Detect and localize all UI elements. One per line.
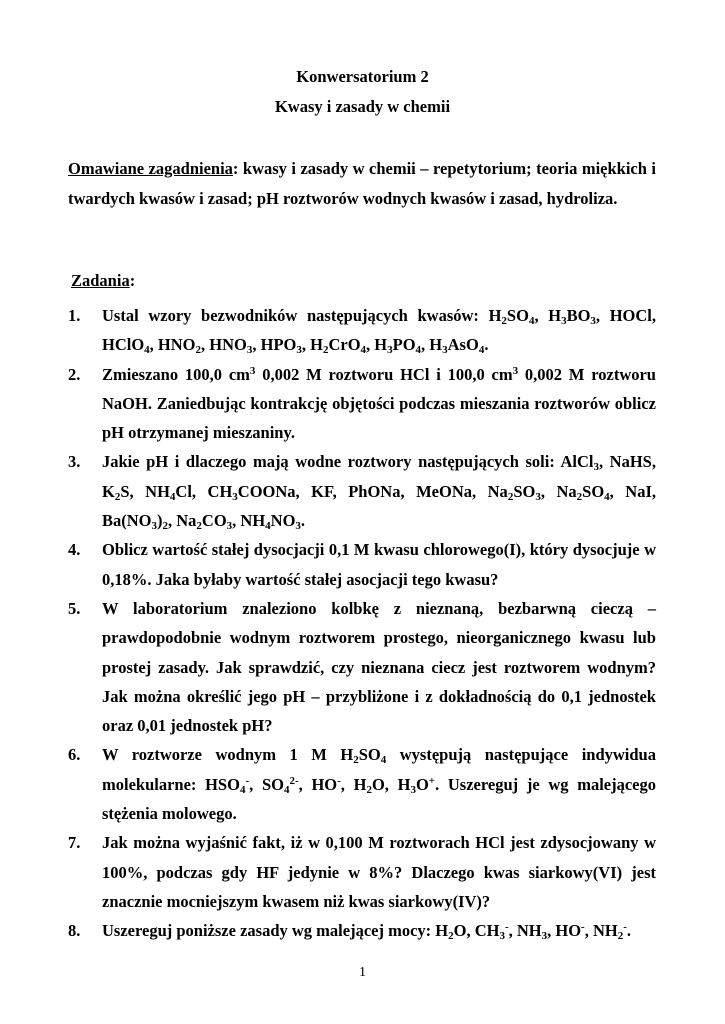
subscript: 3 [226, 520, 233, 533]
subscript: 2 [576, 490, 583, 503]
task-text: SO [513, 481, 536, 501]
task-list [68, 301, 656, 946]
task-text: Jakie pH i dlaczego mają wodne roztwory następujących soli: AlCl [102, 452, 594, 472]
task-text: NO [270, 511, 296, 531]
task-text: . [300, 511, 306, 531]
task-text: , H [340, 774, 367, 794]
superscript: - [245, 774, 250, 787]
subscript: 4 [169, 490, 176, 503]
task-text: COONa, KF, PhONa, MeONa, Na [237, 481, 508, 501]
task-text: Uszereguj poniższe zasady wg malejącej mocy: H [102, 921, 449, 941]
task-text: 0,002 M roztworu HCl i 100,0 cm [255, 364, 513, 384]
subscript: 2 [617, 930, 624, 943]
subscript: 4 [144, 344, 150, 357]
task-text: , H [301, 335, 323, 355]
subscript: 4 [360, 344, 367, 357]
task-text: , H [534, 306, 562, 325]
superscript: 3 [249, 364, 256, 377]
superscript: - [337, 774, 341, 787]
superscript: 3 [512, 364, 519, 377]
task-text: , HNO [201, 335, 247, 355]
topics-paragraph [68, 154, 656, 213]
topics-text: : kwasy i zasady w chemii – repetytorium; teoria miękkich i twardych kwasów i zasad; pH roztworów wodnych kwasów i zasad, hydroliza. [68, 159, 656, 208]
task-text: , H [366, 335, 388, 355]
subscript: 4 [478, 344, 485, 357]
task-text: , HO [547, 921, 582, 941]
task-text: , H [421, 335, 443, 355]
subscript: 3 [246, 344, 253, 357]
task-item [68, 828, 656, 916]
task-text: O, CH [453, 921, 500, 941]
subscript: 2 [501, 315, 507, 327]
task-text: O [415, 774, 429, 794]
subscript: 3 [232, 490, 238, 503]
superscript: - [504, 921, 509, 934]
task-text: Cl, CH [175, 481, 233, 501]
task-text: występują następujące indywidua molekularne: HSO [102, 745, 656, 794]
subscript: 3 [499, 930, 505, 943]
task-text: , Na [168, 511, 197, 531]
task-text: BO [566, 306, 591, 325]
subscript: 4 [239, 783, 246, 796]
task-item [68, 360, 656, 448]
subscript: 4 [380, 754, 387, 767]
task-number: 3. [68, 452, 81, 472]
task-text: , SO [249, 774, 284, 794]
task-text: , Na [540, 481, 577, 501]
task-number: 4. [68, 540, 81, 560]
task-text: AsO [447, 335, 479, 355]
task-number: 2. [68, 364, 81, 384]
task-text: . [484, 335, 489, 355]
task-text: ) [157, 511, 163, 531]
task-item [68, 740, 656, 828]
task-number: 5. [68, 598, 81, 618]
superscript: - [581, 921, 585, 934]
superscript: - [623, 921, 627, 934]
page-number: 1 [359, 965, 366, 980]
task-text: . Uszereguj je wg malejącego stężenia molowego. [102, 774, 656, 824]
task-number: 6. [68, 745, 81, 765]
subscript: 3 [593, 461, 599, 474]
task-text: O, H [371, 774, 411, 794]
subscript: 4 [604, 490, 610, 503]
subscript: 2 [162, 520, 168, 533]
task-text: SO [358, 745, 381, 765]
task-text: , HO [298, 774, 338, 794]
task-item [68, 447, 656, 535]
subscript: 2 [195, 344, 202, 357]
superscript: 2- [289, 774, 299, 787]
task-text: , NaI, Ba(NO [102, 481, 657, 531]
superscript: + [428, 774, 436, 787]
tasks-heading [71, 271, 135, 291]
task-number: 7. [68, 833, 81, 853]
task-item [68, 594, 656, 740]
tasks-label: Zadania [71, 271, 130, 290]
subscript: 3 [561, 315, 567, 327]
document-title: Konwersatorium 2 [296, 67, 429, 86]
task-text: Oblicz wartość stałej dysocjacji 0,1 M kwasu chlorowego(I), który dysocjuje w 0,18%. Jaka byłaby wartość stałej asocjacji tego kwasu? [102, 540, 656, 589]
task-text: , HPO [252, 335, 297, 355]
task-text: Jak można wyjaśnić fakt, iż w 0,100 M roztworach HCl jest zdysocjowany w 100%, podczas gdy HF jedynie w 8%? Dlaczego kwas siarkowy(VI) jest znacznie mocniejszym kwasem niż kwas siarkowy(IV)? [102, 833, 656, 911]
subscript: 3 [590, 315, 596, 327]
task-text: 0,002 M roztworu NaOH. Zaniedbując kontrakcję objętości podczas mieszania roztworów oblicz pH otrzymanej mieszaniny. [102, 364, 656, 443]
subscript: 4 [283, 783, 290, 796]
task-text: , HNO [149, 335, 196, 355]
task-text: PO [392, 335, 416, 355]
subscript: 3 [541, 930, 548, 943]
task-text: Ustal wzory bezwodników następujących kwasów: H [102, 306, 502, 325]
tasks-colon: : [129, 271, 136, 290]
task-text: , NaHS, K [102, 452, 656, 501]
subscript: 4 [528, 315, 535, 327]
subscript: 4 [265, 520, 271, 533]
task-text: , HOCl, HClO [102, 306, 656, 355]
subscript: 3 [296, 344, 302, 357]
task-text: CO [201, 511, 227, 531]
task-text: SO [582, 481, 605, 501]
document-subtitle: Kwasy i zasady w chemii [274, 97, 451, 116]
subscript: 2 [353, 754, 359, 767]
task-item [68, 535, 656, 594]
topics-label: Omawiane zagadnienia [68, 159, 233, 178]
subscript: 3 [410, 783, 416, 796]
subscript: 3 [387, 344, 393, 357]
subscript: 3 [442, 344, 448, 357]
task-text: CrO [328, 335, 361, 355]
subscript: 3 [535, 490, 541, 503]
task-number: 8. [68, 921, 81, 941]
task-text: W laboratorium znaleziono kolbkę z nieznaną, bezbarwną cieczą – prawdopodobnie wodnym roztworem prostego, nieorganicznego kwasu lub prostej zasady. Jak sprawdzić, czy nieznana ciecz jest roztworem wodnym? Jak można określić jego pH – przybliżone i z dokładnością do 0,1 jednostek oraz 0,01 jednostek pH? [102, 598, 656, 736]
subscript: 3 [295, 520, 301, 533]
task-text: . [626, 921, 632, 941]
task-item [68, 916, 656, 945]
subscript: 4 [415, 344, 422, 357]
subscript: 2 [114, 490, 121, 503]
subscript: 2 [322, 344, 329, 357]
task-item [68, 301, 656, 360]
task-text: W roztworze wodnym 1 M H [102, 745, 354, 765]
subscript: 2 [448, 930, 454, 943]
task-text: S, NH [120, 481, 170, 501]
task-text: SO [506, 306, 529, 325]
task-number: 1. [68, 306, 81, 325]
subscript: 2 [196, 520, 202, 533]
task-text: Zmieszano 100,0 cm [102, 364, 250, 384]
subscript: 2 [507, 490, 514, 503]
task-text: , NH [584, 921, 618, 941]
task-text: , NH [508, 921, 542, 941]
subscript: 2 [366, 783, 372, 796]
subscript: 3 [151, 520, 157, 533]
task-text: , NH [232, 511, 266, 531]
